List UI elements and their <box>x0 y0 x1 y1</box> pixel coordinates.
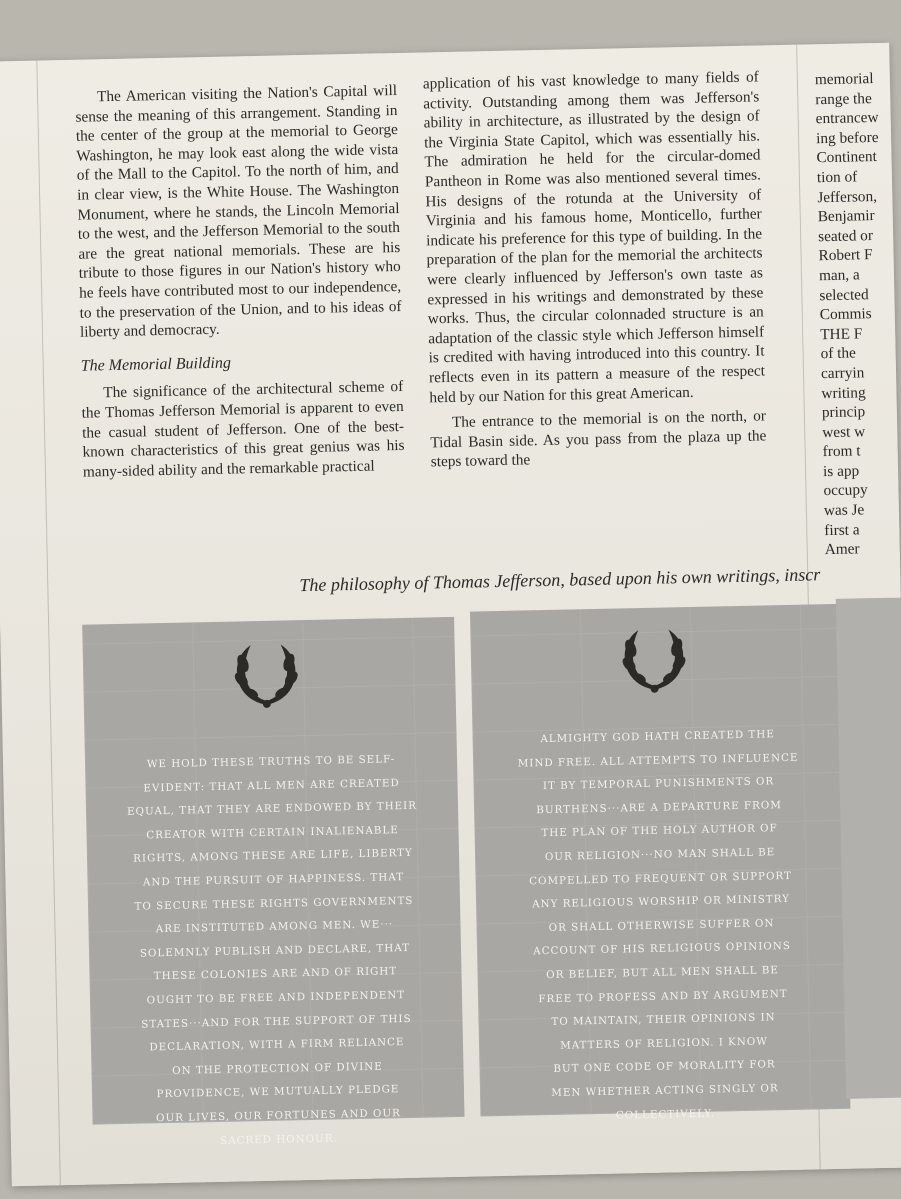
column-3-line: seated or <box>817 226 874 245</box>
column-3-line: ing before <box>815 128 879 148</box>
column-3-line: west w <box>822 422 866 441</box>
entrance-paragraph: The entrance to the memorial is on the north, or Tidal Basin side. As you pass from the plaza up the steps toward the <box>430 407 767 471</box>
column-3-line: first a <box>824 521 860 539</box>
inscription-line: CREATOR WITH CERTAIN INALIENABLE <box>146 823 399 842</box>
inscription-line: WE HOLD THESE TRUTHS TO BE SELF- <box>146 753 396 771</box>
inscription-line: ALMIGHTY GOD HATH CREATED THE <box>540 728 775 746</box>
inscription-line: ON THE PROTECTION OF DIVINE <box>172 1060 383 1077</box>
inscription-line: MEN WHETHER ACTING SINGLY OR <box>551 1082 779 1099</box>
inscription-line: MATTERS OF RELIGION. I KNOW <box>560 1035 768 1052</box>
column-3-line: Continent <box>816 148 878 167</box>
column-3-line: Amer <box>824 540 860 559</box>
architecture-paragraph: The significance of the architectural scheme of the Thomas Jefferson Memorial is apparent to even the casual student of Jefferson. One of the best-known characteristics of this great genius was his many-sided ability and the remarkable practical <box>81 378 405 481</box>
inscription-line: MIND FREE. ALL ATTEMPTS TO INFLUENCE <box>517 751 799 770</box>
column-3-line: memorial <box>814 70 874 89</box>
inscription-line: OUGHT TO BE FREE AND INDEPENDENT <box>146 988 406 1007</box>
inscription-line: TO MAINTAIN, THEIR OPINIONS IN <box>551 1011 776 1029</box>
inscription-line: BUT ONE CODE OF MORALITY FOR <box>553 1058 776 1076</box>
declaration-inscription <box>85 747 465 1156</box>
inscription-line: ANY RELIGIOUS WORSHIP OR MINISTRY <box>532 893 791 911</box>
inscription-line: BURTHENS···ARE A DEPARTURE FROM <box>536 798 782 817</box>
inscription-line: OR SHALL OTHERWISE SUFFER ON <box>548 917 775 934</box>
inscription-line: EVIDENT: THAT ALL MEN ARE CREATED <box>143 776 400 795</box>
inscription-line: FREE TO PROFESS AND BY ARGUMENT <box>538 987 788 1005</box>
architecture-continued-paragraph: application of his vast knowledge to many fields of activity. Outstanding among them was Jefferson's ability in architecture, as illustrated by the design of the Virginia State Capitol, which was essentially his. The admiration he held for the circular-domed Pantheon in Rome was also mentioned several times. His designs of the rotunda at the University of Virginia and his famous home, Monticello, further indicate his preference for this type of building. In the preparation of the plan for the memorial the architects were clearly influenced by Jefferson's own taste as expressed in his writings and demonstrated by these works. Thus, the circular colonnaded structure is an adaptation of the classic style which Jefferson himself is credited with having introduced into this country. It reflects even in its pattern a measure of the respect held by our Nation for this great American. <box>422 68 766 406</box>
inscription-line: EQUAL, THAT THEY ARE ENDOWED BY THEIR <box>126 799 418 819</box>
inscription-line: PROVIDENCE, WE MUTUALLY PLEDGE <box>156 1083 400 1101</box>
inscription-caption: The philosophy of Thomas Jefferson, based upon his own writings, inscr <box>299 564 821 596</box>
column-3-line: Benjamir <box>817 207 875 226</box>
inscription-line: OR BELIEF, BUT ALL MEN SHALL BE <box>546 964 779 982</box>
inscription-line: TO SECURE THESE RIGHTS GOVERNMENTS <box>134 894 414 913</box>
column-3-line: was Je <box>823 501 865 520</box>
religious-freedom-inscription <box>472 722 850 1131</box>
inscription-line: SOLEMNLY PUBLISH AND DECLARE, THAT <box>139 941 411 960</box>
column-3-line: Commis <box>819 305 872 324</box>
column-3-line: Jefferson, <box>817 187 878 206</box>
inscription-line: IT BY TEMPORAL PUNISHMENTS OR <box>542 775 775 793</box>
inscription-line: RIGHTS, AMONG THESE ARE LIFE, LIBERTY <box>133 847 413 866</box>
inscription-panel-partial <box>836 597 901 1099</box>
inscription-line: DECLARATION, WITH A FIRM RELIANCE <box>149 1036 405 1054</box>
column-3-line: is app <box>822 462 860 481</box>
column-3-line: Robert F <box>818 246 873 265</box>
inscription-line: THE PLAN OF THE HOLY AUTHOR OF <box>541 822 778 840</box>
inscription-line: OUR RELIGION···NO MAN SHALL BE <box>544 846 776 864</box>
inscription-line: ARE INSTITUTED AMONG MEN. WE··· <box>155 918 394 936</box>
inscription-line: OUR LIVES, OUR FORTUNES AND OUR <box>155 1107 401 1125</box>
text-column-3 <box>815 69 901 560</box>
column-3-line: selected <box>819 285 869 304</box>
inscription-line: THESE COLONIES ARE AND OF RIGHT <box>153 965 398 983</box>
intro-paragraph: The American visiting the Nation's Capital will sense the meaning of this arrangement. Standing in the center of the group at the memorial to George Washington, he may look east along the wide vista of the Mall to the Capitol. To the north of him, and in clear view, is the White House. The Washington Monument, where he stands, the Lincoln Memorial to the west, and the Jefferson Memorial to the south are the great national memorials. These are his tribute to those figures in our Nation's history who he feels have contributed most to our independence, to the preservation of the Union, and to his ideas of liberty and democracy. <box>75 82 402 341</box>
column-3-line: entrancew <box>815 109 879 128</box>
text-column-2 <box>423 67 767 478</box>
inscription-line: ACCOUNT OF HIS RELIGIOUS OPINIONS <box>533 940 791 958</box>
inscription-line: COLLECTIVELY. <box>615 1107 716 1122</box>
laurel-wreath-icon <box>231 642 302 709</box>
page-fold-left <box>36 61 61 1186</box>
inscription-line: COMPELLED TO FREQUENT OR SUPPORT <box>529 869 793 887</box>
column-3-line: writing <box>821 383 866 402</box>
inscription-line: SACRED HONOUR. <box>219 1131 338 1147</box>
brochure-page <box>0 43 901 1187</box>
column-3-line: range the <box>815 89 872 108</box>
inscription-panel-declaration <box>82 617 464 1147</box>
column-3-line: man, a <box>818 266 860 285</box>
column-3-line: occupy <box>823 481 868 500</box>
column-3-line: from t <box>822 442 861 461</box>
section-heading: The Memorial Building <box>80 354 232 375</box>
inscription-line: AND THE PURSUIT OF HAPPINESS. THAT <box>142 871 405 889</box>
column-3-line: princip <box>821 403 866 422</box>
column-3-line: carryin <box>820 364 865 383</box>
text-column-1 <box>75 81 405 488</box>
inscription-line: STATES···AND FOR THE SUPPORT OF THIS <box>141 1012 412 1031</box>
column-3-line: tion of <box>816 168 858 187</box>
inscription-panel-religious-freedom <box>470 604 850 1122</box>
laurel-wreath-icon <box>618 627 689 694</box>
column-3-line: of the <box>820 344 857 363</box>
column-3-line: THE F <box>820 325 863 343</box>
